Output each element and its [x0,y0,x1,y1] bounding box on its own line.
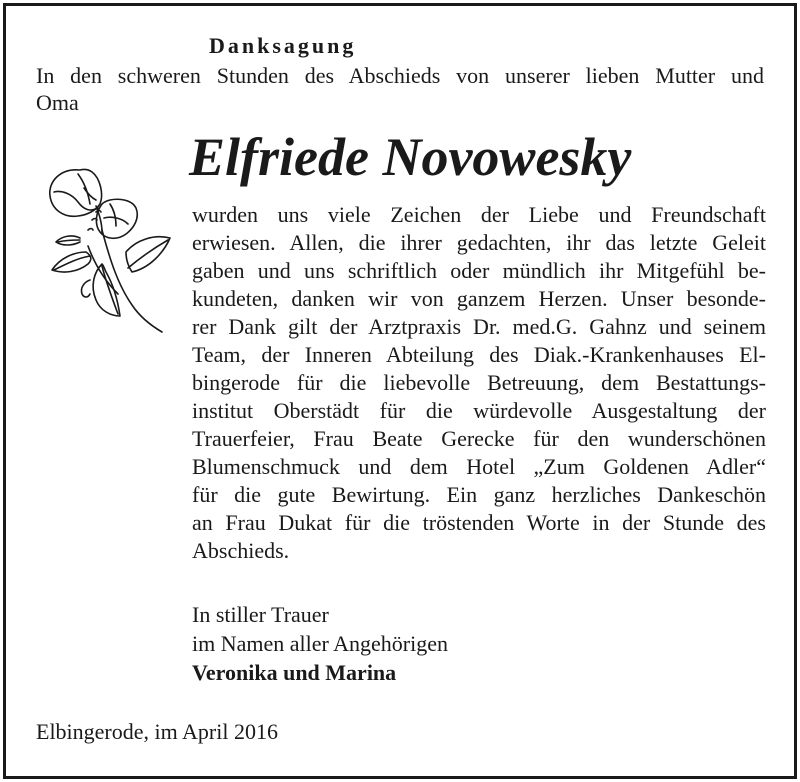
intro-text [36,62,764,116]
body-line: an Frau Dukat für die tröstenden Worte in der Stunde des [192,510,766,535]
body-text [192,201,766,565]
body-line: kundeten, danken wir von ganzem Herzen. Unser besonde- [192,286,766,311]
body-line: erwiesen. Allen, die ihrer gedachten, ihr das letzte Geleit [192,230,766,255]
notice-heading: Danksagung [209,33,357,58]
closing-line-relatives: im Namen aller Angehörigen [192,631,448,656]
closing-block [192,600,448,687]
body-line: institut Oberstädt für die würdevolle Ausgestaltung der [192,398,766,423]
signature: Veronika und Marina [192,660,397,685]
body-line: wurden uns viele Zeichen der Liebe und Freundschaft [192,202,766,227]
intro-line-2: Oma [36,90,79,115]
body-line: Team, der Inneren Abteilung des Diak.-Krankenhauses El- [192,342,766,367]
body-line: Blumenschmuck und dem Hotel „Zum Goldenen Adler“ [192,454,766,479]
body-line: gaben und uns schriftlich oder mündlich ihr Mitgefühl be- [192,258,766,283]
closing-line-mourning: In stiller Trauer [192,602,329,627]
deceased-name: Elfriede Novowesky [189,127,632,187]
body-line: rer Dank gilt der Arztpraxis Dr. med.G. Gahnz und seinem [192,314,766,339]
body-line: Abschieds. [192,538,290,563]
body-line: für die gute Bewirtung. Ein ganz herzliches Dankeschön [192,482,766,507]
body-line: Trauerfeier, Frau Beate Gerecke für den wunderschönen [192,426,766,451]
calla-lily-icon [40,160,176,340]
body-line: bingerode für die liebevolle Betreuung, dem Bestattungs- [192,370,766,395]
intro-line-1: In den schweren Stunden des Abschieds von unserer lieben Mutter und [36,63,764,88]
place-date: Elbingerode, im April 2016 [36,719,278,744]
